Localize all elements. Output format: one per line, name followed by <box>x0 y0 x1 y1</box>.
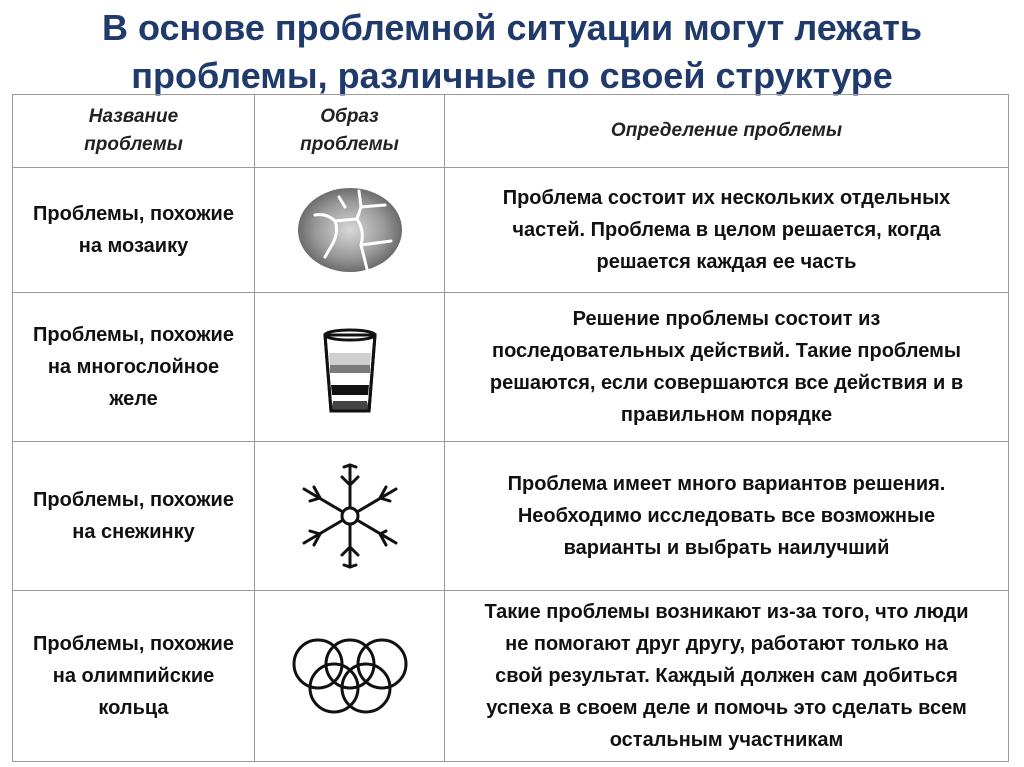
olympic-rings-icon <box>290 636 410 716</box>
row-image-cell <box>255 293 445 442</box>
table-row <box>13 591 1009 762</box>
definition-line: Проблема состоит их нескольких отдельных <box>502 187 951 209</box>
definition-line: свой результат. Каждый должен сам добиться <box>495 665 958 687</box>
definition-line: не помогают друг другу, работают только на <box>505 633 948 655</box>
row-name-line: Проблемы, похожие <box>33 203 234 225</box>
snowflake-icon <box>290 461 410 571</box>
row-definition-cell <box>445 293 1009 442</box>
table-row <box>13 442 1009 591</box>
row-name-line: кольца <box>98 697 169 719</box>
definition-line: варианты и выбрать наилучший <box>563 537 890 559</box>
definition-line: частей. Проблема в целом решается, когда <box>512 219 941 241</box>
row-name-cell <box>13 293 255 442</box>
definition-line: остальным участникам <box>609 729 844 751</box>
layered-jelly-icon <box>315 317 385 417</box>
definition-line: Проблема имеет много вариантов решения. <box>507 473 946 495</box>
row-name-line: желе <box>109 388 158 410</box>
row-name-line: на многослойное <box>47 356 220 378</box>
row-image-cell <box>255 591 445 762</box>
row-name-line: на олимпийские <box>52 665 215 687</box>
row-name-line: на снежинку <box>72 521 195 543</box>
definition-line: Необходимо исследовать все возможные <box>517 505 936 527</box>
table-row <box>13 293 1009 442</box>
problems-table <box>12 94 1009 762</box>
row-image-cell <box>255 442 445 591</box>
row-name-line: Проблемы, похожие <box>33 489 234 511</box>
header-name-line2: проблемы <box>84 134 183 155</box>
table-header-row <box>13 95 1009 168</box>
row-name-line: Проблемы, похожие <box>33 633 234 655</box>
header-image-line2: проблемы <box>300 134 399 155</box>
definition-line: последовательных действий. Такие проблемы <box>492 340 961 362</box>
mosaic-icon <box>295 185 405 275</box>
row-definition-cell <box>445 168 1009 293</box>
definition-line: успеха в своем деле и помочь это сделать всем <box>486 697 967 719</box>
header-image <box>255 95 445 168</box>
row-name-cell <box>13 168 255 293</box>
definition-line: решается каждая ее часть <box>596 251 857 273</box>
title-line-1: В основе проблемной ситуации могут лежать <box>101 7 923 48</box>
header-name-line1: Название <box>88 106 179 127</box>
row-definition-cell <box>445 591 1009 762</box>
definition-line: правильном порядке <box>620 404 833 426</box>
definition-line: Решение проблемы состоит из <box>572 308 881 330</box>
row-definition-cell <box>445 442 1009 591</box>
definition-line: решаются, если совершаются все действия и в <box>489 372 964 394</box>
row-name-line: Проблемы, похожие <box>33 324 234 346</box>
row-name-cell <box>13 591 255 762</box>
header-definition: Определение проблемы <box>445 95 1009 168</box>
header-name <box>13 95 255 168</box>
title-line-2: проблемы, различные по своей структуре <box>131 55 893 96</box>
page-title <box>0 0 1024 100</box>
table-row <box>13 168 1009 293</box>
row-name-cell <box>13 442 255 591</box>
definition-line: Такие проблемы возникают из-за того, что люди <box>484 601 969 623</box>
row-image-cell <box>255 168 445 293</box>
row-name-line: на мозаику <box>78 235 189 257</box>
header-image-line1: Образ <box>320 106 379 127</box>
